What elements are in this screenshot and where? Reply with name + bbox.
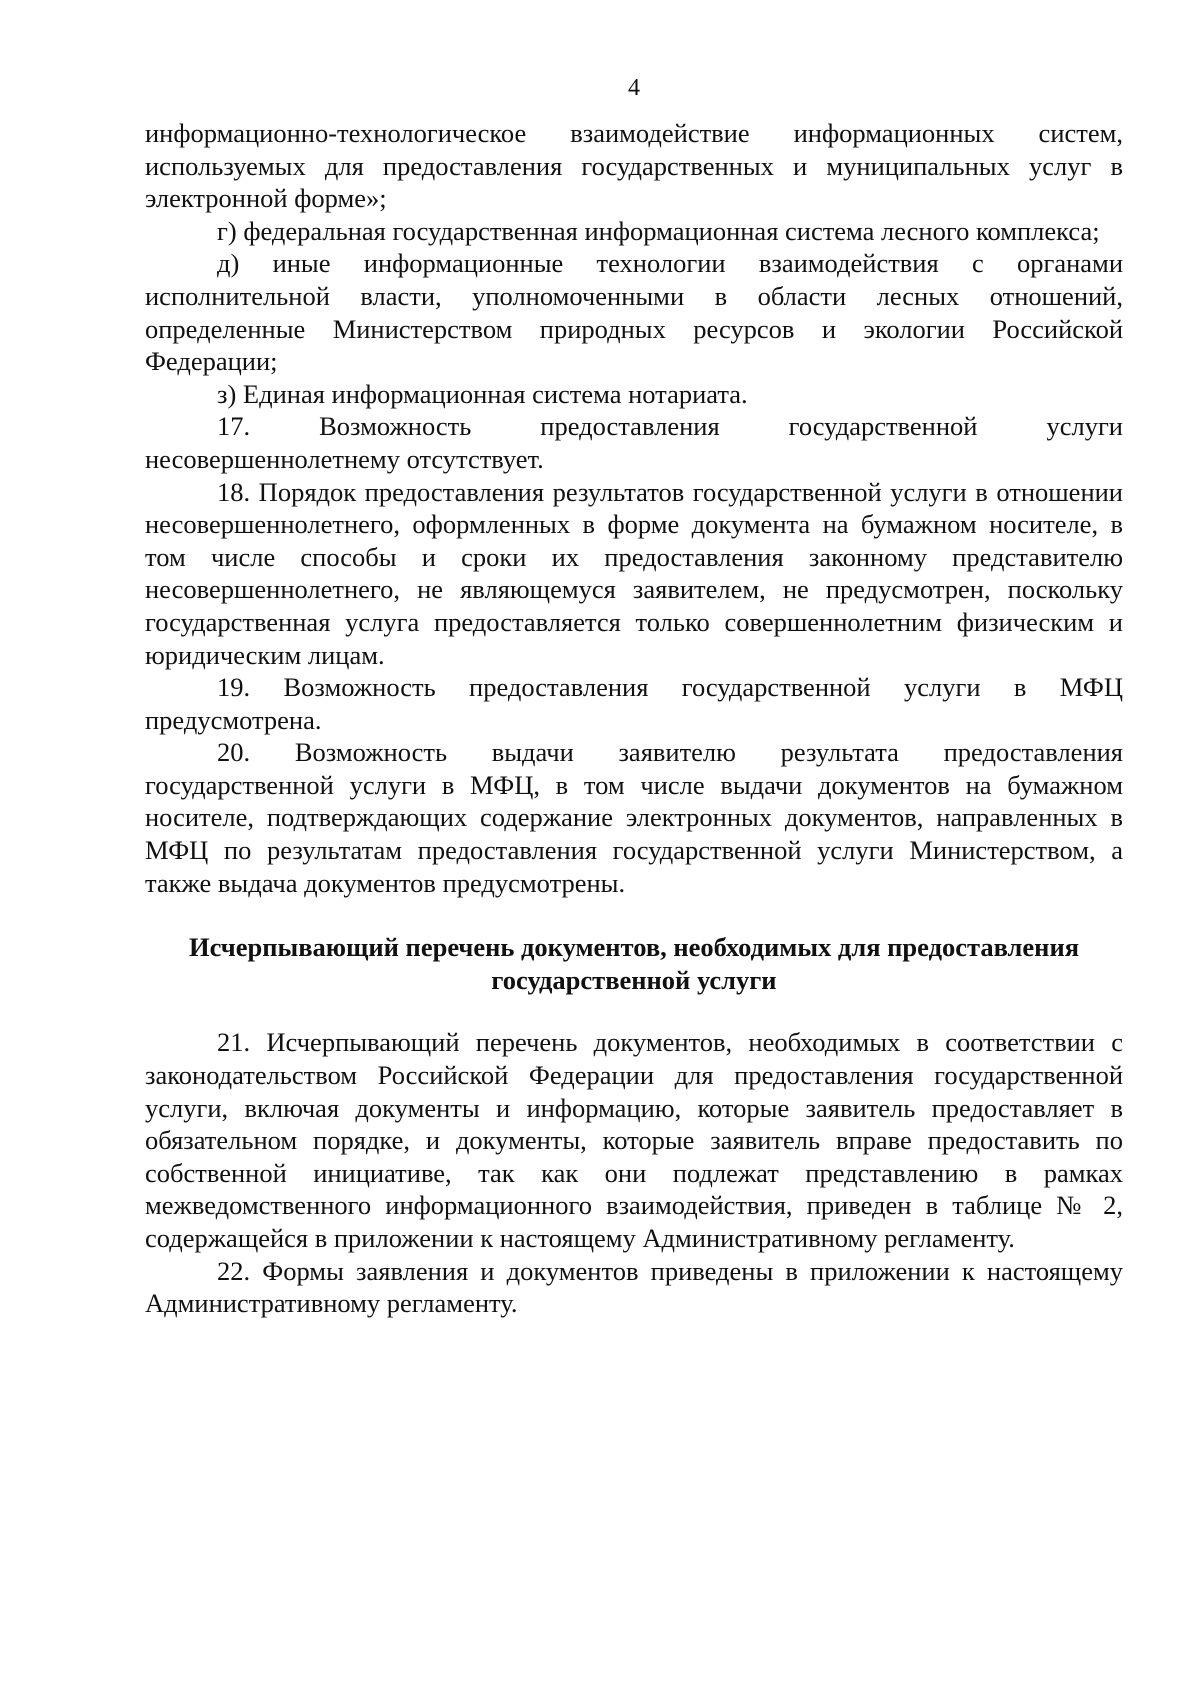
paragraph-19: 19. Возможность предоставления государственной услуги в МФЦ предусмотрена. bbox=[145, 672, 1123, 735]
paragraph-continuation: информационно-технологическое взаимодействие информационных систем, используемых для предоставления государственных и муниципальных услуг в электронной форме»; bbox=[145, 118, 1123, 214]
paragraph-17: 17. Возможность предоставления государственной услуги несовершеннолетнему отсутствует. bbox=[145, 411, 1123, 474]
paragraph-item-d: д) иные информационные технологии взаимодействия с органами исполнительной власти, уполномоченными в области лесных отношений, определенные Министерством природных ресурсов и экологии Российской Федерации; bbox=[145, 248, 1123, 377]
paragraph-18: 18. Порядок предоставления результатов государственной услуги в отношении несовершеннолетнего, оформленных в форме документа на бумажном носителе, в том числе способы и сроки их предоставления законному представителю несовершеннолетнего, не являющемуся заявителем, не предусмотрен, поскольку государственная услуга предоставляется только совершеннолетним физическим и юридическим лицам. bbox=[145, 476, 1123, 670]
paragraph-21: 21. Исчерпывающий перечень документов, необходимых в соответствии с законодательством Российской Федерации для предоставления государственной услуги, включая документы и информацию, которые заявитель предоставляет в обязательном порядке, и документы, которые заявитель вправе предоставить по собственной инициативе, так как они подлежат представлению в рамках межведомственного информационного взаимодействия, приведен в таблице № 2, содержащейся в приложении к настоящему Административному регламенту. bbox=[145, 1027, 1123, 1253]
page-number: 4 bbox=[628, 75, 640, 101]
paragraph-item-g: г) федеральная государственная информационная система лесного комплекса; bbox=[217, 215, 1100, 246]
section-heading: Исчерпывающий перечень документов, необходимых для предоставления государственной услуги bbox=[188, 932, 1080, 995]
paragraph-20: 20. Возможность выдачи заявителю результата предоставления государственной услуги в МФЦ, в том числе выдачи документов на бумажном носителе, подтверждающих содержание электронных документов, направленных в МФЦ по результатам предоставления государственной услуги Министерством, а также выдача документов предусмотрены. bbox=[145, 737, 1123, 898]
paragraph-item-z: з) Единая информационная система нотариата. bbox=[217, 378, 748, 409]
document-body bbox=[145, 117, 1123, 1320]
paragraph-22: 22. Формы заявления и документов приведены в приложении к настоящему Административному регламенту. bbox=[145, 1255, 1123, 1319]
